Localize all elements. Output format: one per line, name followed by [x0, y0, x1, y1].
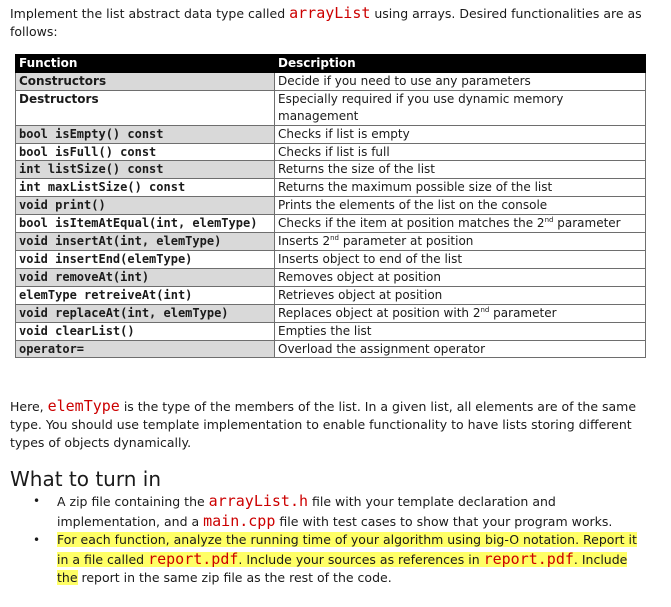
description-cell: Especially required if you use dynamic memory management — [275, 90, 646, 125]
function-cell: void insertAt(int, elemType) — [16, 233, 275, 251]
header-function: Function — [16, 55, 275, 73]
table-header-row — [16, 55, 646, 73]
intro-text-1: Implement the list abstract data type called — [10, 6, 290, 21]
header-description: Description — [275, 55, 646, 73]
functions-table — [15, 54, 646, 358]
function-cell: int listSize() const — [16, 161, 275, 179]
code-filename: arrayList.h — [208, 492, 309, 510]
description-cell: Checks if list is empty — [275, 125, 646, 143]
intro-paragraph — [10, 4, 650, 41]
intro-text-2: using arrays. Desired functionalities are as follows: — [10, 6, 642, 39]
function-cell: void removeAt(int) — [16, 268, 275, 286]
description-cell: Checks if list is full — [275, 143, 646, 161]
description-cell: Retrieves object at position — [275, 286, 646, 304]
elemtype-code: elemType — [47, 397, 120, 415]
code-filename: report.pdf — [483, 549, 574, 568]
function-cell: operator= — [16, 340, 275, 358]
table-row — [16, 215, 646, 233]
elemtype-text-2: is the type of the members of the list. In a given list, all elements are of the same type. You should use template implementation to enable functionality to have lists storing different types of objects dynamically. — [10, 399, 637, 450]
table-row — [16, 304, 646, 322]
table-row — [16, 125, 646, 143]
list-item — [30, 531, 642, 588]
function-cell: elemType retreiveAt(int) — [16, 286, 275, 304]
description-text: Replaces object at position with 2 — [278, 305, 481, 320]
description-cell — [275, 233, 646, 251]
function-cell: void clearList() — [16, 322, 275, 340]
bullet-icon: • — [33, 494, 41, 508]
ordinal-suffix: nd — [480, 305, 490, 314]
description-cell — [275, 304, 646, 322]
item-text: . Include the — [57, 551, 628, 586]
description-cell: Returns the maximum possible size of the list — [275, 179, 646, 197]
description-cell: Overload the assignment operator — [275, 340, 646, 358]
item-text: file with test cases to show that your program works. — [275, 513, 613, 529]
description-text: parameter — [489, 305, 557, 320]
ordinal-suffix: nd — [330, 234, 340, 243]
description-text: Checks if the item at position matches the 2 — [278, 216, 545, 231]
ordinal-suffix: nd — [544, 216, 554, 225]
code-filename: report.pdf — [148, 549, 239, 568]
function-cell: bool isItemAtEqual(int, elemType) — [16, 215, 275, 233]
table-row — [16, 322, 646, 340]
list-item — [30, 492, 642, 531]
description-cell: Decide if you need to use any parameters — [275, 72, 646, 90]
bullet-icon: • — [33, 533, 41, 548]
table-row — [16, 197, 646, 215]
function-cell: Destructors — [16, 90, 275, 125]
description-cell: Removes object at position — [275, 268, 646, 286]
item-text: . Include your sources as references in — [238, 551, 484, 567]
intro-code-arraylist: arrayList — [289, 4, 371, 22]
table-row — [16, 90, 646, 125]
description-text: Inserts 2 — [278, 234, 331, 249]
table-row — [16, 268, 646, 286]
function-cell: void insertEnd(elemType) — [16, 250, 275, 268]
function-cell: bool isEmpty() const — [16, 125, 275, 143]
description-cell: Returns the size of the list — [275, 161, 646, 179]
description-cell — [275, 215, 646, 233]
description-cell: Inserts object to end of the list — [275, 250, 646, 268]
description-text: parameter — [553, 216, 621, 231]
item-text: file with your template declaration and implementation, and a — [57, 494, 556, 529]
function-cell: bool isFull() const — [16, 143, 275, 161]
elemtype-paragraph — [10, 397, 640, 452]
function-cell: void replaceAt(int, elemType) — [16, 304, 275, 322]
table-row — [16, 72, 646, 90]
table-row — [16, 179, 646, 197]
description-cell: Empties the list — [275, 322, 646, 340]
item-text: A zip file containing the — [57, 494, 209, 509]
code-filename: main.cpp — [203, 511, 276, 530]
table-row — [16, 286, 646, 304]
table-row — [16, 233, 646, 251]
elemtype-text-1: Here, — [10, 399, 48, 414]
function-cell: void print() — [16, 197, 275, 215]
function-cell: Constructors — [16, 72, 275, 90]
description-cell: Prints the elements of the list on the console — [275, 197, 646, 215]
item-text: report in the same zip file as the rest of the code. — [77, 570, 392, 586]
table-row — [16, 250, 646, 268]
section-heading: What to turn in — [10, 467, 161, 491]
function-cell: int maxListSize() const — [16, 179, 275, 197]
turn-in-list — [30, 492, 642, 588]
table-row — [16, 161, 646, 179]
table-row — [16, 143, 646, 161]
table-row — [16, 340, 646, 358]
item-text: For each function, analyze the running time of your algorithm using big-O notation. Report it in a file called — [57, 532, 637, 567]
description-text: parameter at position — [339, 234, 474, 249]
